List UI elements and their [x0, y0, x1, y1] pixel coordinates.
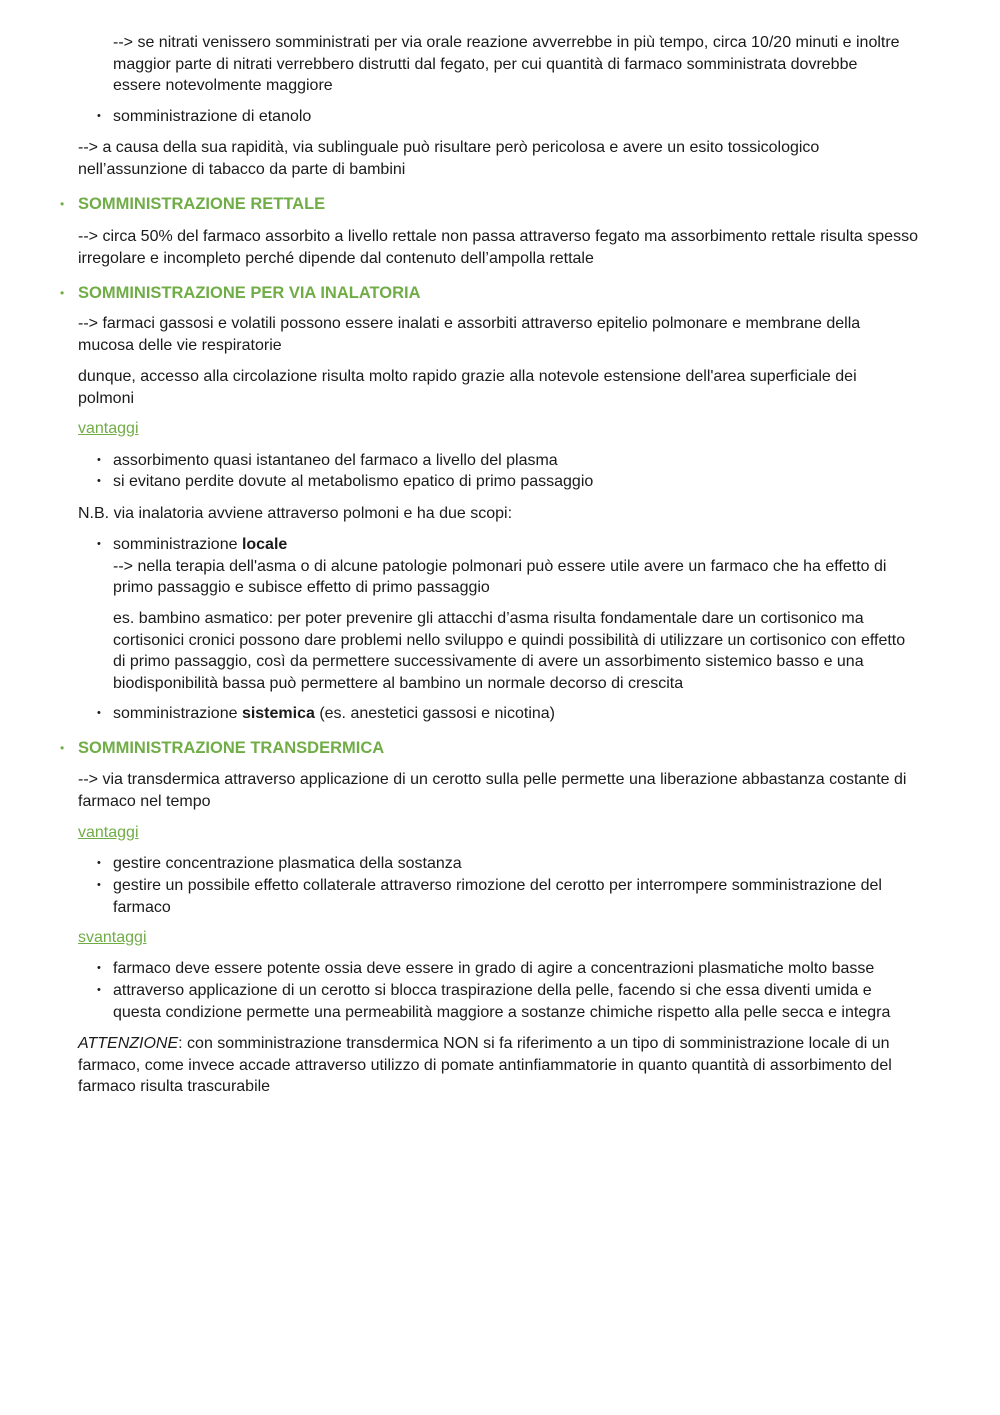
- text-line: dunque, accesso alla circolazione risulta molto rapido grazie alla notevole estensione dell'area superficiale dei: [78, 368, 857, 385]
- bullet-icon: •: [97, 984, 101, 996]
- list-item-sistemica: [113, 703, 968, 725]
- text-line: somministrazione: [113, 705, 242, 722]
- list-item: [113, 980, 968, 1023]
- text-line: --> circa 50% del farmaco assorbito a livello rettale non passa attraverso fegato ma assorbimento rettale risulta spesso: [78, 228, 918, 245]
- list-item: gestire concentrazione plasmatica della sostanza: [113, 855, 462, 872]
- bullet-icon: •: [60, 197, 65, 211]
- text-line: : con somministrazione transdermica NON si fa riferimento a un tipo di somministrazione locale di un: [178, 1035, 890, 1052]
- paragraph-rettale: [78, 226, 968, 269]
- text-line: (es. anestetici gassosi e nicotina): [314, 705, 555, 722]
- list-item-etanolo: somministrazione di etanolo: [113, 108, 312, 125]
- text-line: farmaco: [113, 898, 171, 916]
- text-line: mucosa delle vie respiratorie: [78, 336, 282, 354]
- text-line: es. bambino asmatico: per poter prevenire gli attacchi d’asma risulta fondamentale dare un cortisonico ma: [113, 610, 864, 627]
- paragraph-nb: N.B. via inalatoria avviene attraverso polmoni e ha due scopi:: [78, 505, 513, 522]
- text-line: biodisponibilità bassa può permettere al bambino un normale decorso di crescita: [113, 674, 684, 692]
- italic-text: ATTENZIONE: [78, 1035, 179, 1052]
- text-line: attraverso applicazione di un cerotto si blocca traspirazione della pelle, facendo si che essa diventi umida e: [113, 982, 872, 999]
- paragraph-inalatoria: [78, 313, 968, 356]
- paragraph-nitrati: [113, 32, 968, 97]
- text-line: maggior parte di nitrati verrebbero distrutti dal fegato, per cui quantità di farmaco somministrata dovrebbe: [113, 55, 858, 73]
- text-line: somministrazione: [113, 536, 242, 553]
- bold-text: sistemica: [241, 705, 315, 722]
- text-line: nell’assunzione di tabacco da parte di bambini: [78, 160, 406, 178]
- text-line: --> a causa della sua rapidità, via sublinguale può risultare però pericolosa e avere un esito tossicologico: [78, 139, 820, 156]
- text-line: cortisonici cronici possono dare problemi nello sviluppo e quindi possibilità di utilizzare un cortisonico con effetto: [113, 631, 906, 649]
- text-line: farmaco risulta trascurabile: [78, 1078, 271, 1095]
- paragraph-sublinguale: [78, 137, 968, 180]
- text-line: primo passaggio e subisce effetto di primo passaggio: [113, 579, 490, 596]
- bullet-icon: •: [97, 475, 101, 487]
- section-heading-inalatoria: SOMMINISTRAZIONE PER VIA INALATORIA: [78, 284, 421, 302]
- text-line: questa condizione permette una permeabilità maggiore a sostanze chimiche rispetto alla pelle secca e integra: [113, 1003, 891, 1021]
- paragraph-transdermica: [78, 769, 968, 812]
- paragraph-esempio: [113, 608, 968, 694]
- paragraph-circolazione: [78, 366, 968, 409]
- subheading-svantaggi: svantaggi: [78, 929, 147, 946]
- list-item: farmaco deve essere potente ossia deve essere in grado di agire a concentrazioni plasmatiche molto basse: [113, 960, 875, 977]
- text-line: irregolare e incompleto perché dipende dal contenuto dell’ampolla rettale: [78, 249, 594, 267]
- bullet-icon: •: [97, 707, 101, 719]
- list-item: assorbimento quasi istantaneo del farmaco a livello del plasma: [113, 452, 558, 469]
- bold-text: locale: [241, 536, 288, 553]
- text-line: --> nella terapia dell'asma o di alcune patologie polmonari può essere utile avere un farmaco che ha effetto di: [113, 557, 887, 575]
- bullet-icon: •: [97, 454, 101, 466]
- list-item: si evitano perdite dovute al metabolismo epatico di primo passaggio: [113, 473, 594, 490]
- text-line: farmaco, come invece accade attraverso utilizzo di pomate antinfiammatorie in quanto quantità di assorbimento del: [78, 1056, 892, 1074]
- text-line: --> farmaci gassosi e volatili possono essere inalati e assorbiti attraverso epitelio polmonare e membrane della: [78, 315, 861, 332]
- text-line: essere notevolmente maggiore: [113, 77, 333, 94]
- text-line: farmaco nel tempo: [78, 792, 211, 810]
- bullet-icon: •: [97, 110, 101, 122]
- list-item: [113, 875, 968, 918]
- text-line: gestire un possibile effetto collaterale attraverso rimozione del cerotto per interrompere somministrazione del: [113, 877, 882, 894]
- bullet-icon: •: [60, 741, 65, 755]
- text-line: polmoni: [78, 389, 135, 407]
- bullet-icon: •: [97, 857, 101, 869]
- section-heading-rettale: SOMMINISTRAZIONE RETTALE: [78, 195, 326, 213]
- bullet-icon: •: [97, 962, 101, 974]
- list-item-locale: [113, 534, 968, 599]
- subheading-vantaggi: vantaggi: [78, 420, 139, 437]
- subheading-vantaggi: vantaggi: [78, 824, 139, 841]
- text-line: --> via transdermica attraverso applicazione di un cerotto sulla pelle permette una liberazione abbastanza costante di: [78, 771, 907, 788]
- paragraph-attenzione: [78, 1033, 968, 1098]
- text-line: --> se nitrati venissero somministrati per via orale reazione avverrebbe in più tempo, circa 10/20 minuti e inoltre: [113, 34, 900, 51]
- bullet-icon: •: [97, 538, 101, 550]
- bullet-icon: •: [60, 286, 65, 300]
- bullet-icon: •: [97, 879, 101, 891]
- text-line: di primo passaggio, così da permettere successivamente di avere un assorbimento sistemico basso e una: [113, 653, 864, 670]
- section-heading-transdermica: SOMMINISTRAZIONE TRANSDERMICA: [78, 739, 385, 757]
